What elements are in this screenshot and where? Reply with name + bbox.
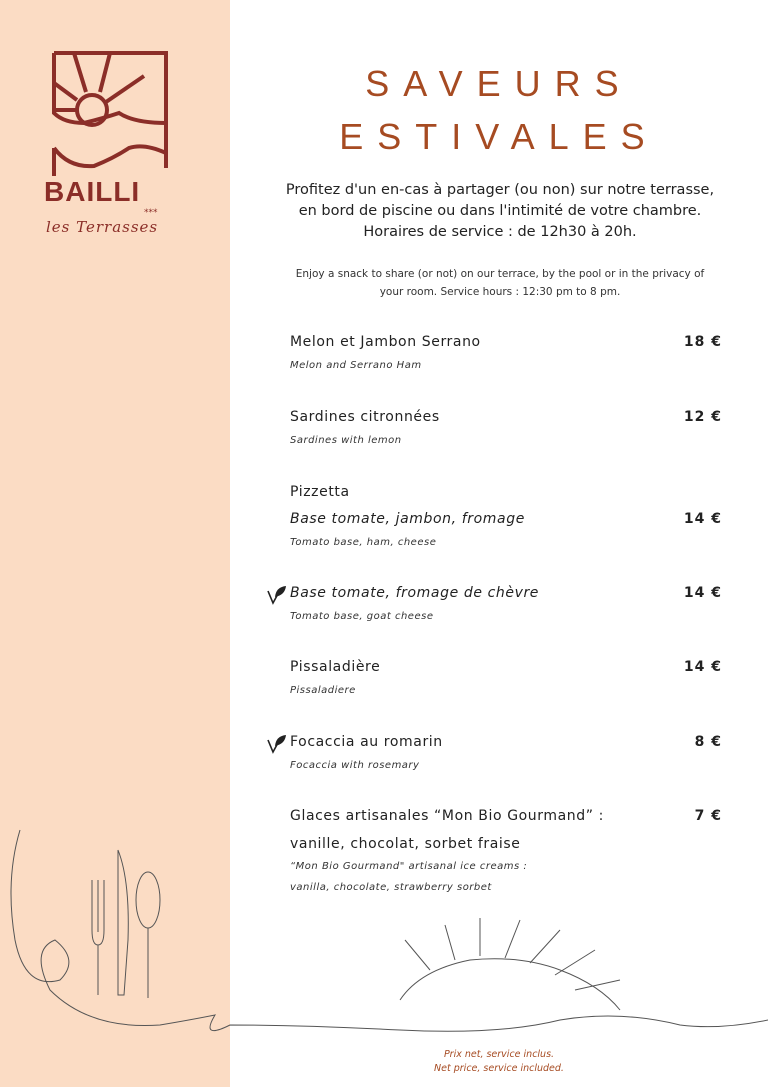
bailli-logo <box>44 48 174 243</box>
menu-item-price: 8 € <box>694 734 722 750</box>
vegetarian-leaf-icon <box>266 583 288 609</box>
menu-item-name: Glaces artisanales “Mon Bio Gourmand” : <box>290 808 604 824</box>
menu-item-price: 12 € <box>683 409 722 425</box>
menu-item-translation: Pissaladiere <box>290 685 356 696</box>
menu-item-translation: Focaccia with rosemary <box>290 760 420 771</box>
menu-item-name: Base tomate, jambon, fromage <box>290 511 525 527</box>
cutlery-sun-line-drawing <box>0 820 768 1040</box>
intro-en-line: your room. Service hours : 12:30 pm to 8 pm. <box>379 286 621 298</box>
menu-item-name: Pissaladière <box>290 659 381 675</box>
menu-item-price: 14 € <box>683 511 722 527</box>
footer-fr: Prix net, service inclus. <box>443 1049 555 1060</box>
intro-fr <box>250 180 750 243</box>
footer-en: Net price, service included. <box>434 1063 564 1074</box>
vegetarian-leaf-icon <box>266 732 288 758</box>
footer <box>230 1048 768 1076</box>
title-line1: SAVEURS <box>365 63 633 104</box>
menu-item-price: 18 € <box>683 334 722 350</box>
title-line2: ESTIVALES <box>339 116 659 157</box>
menu-item-translation-line2: vanilla, chocolate, strawberry sorbet <box>290 882 492 893</box>
menu-item-heading: Pizzetta <box>290 484 350 500</box>
logo-subtitle: les Terrasses <box>46 218 159 236</box>
menu-item-translation: “Mon Bio Gourmand" artisanal ice creams : <box>290 861 528 872</box>
intro-fr-line: en bord de piscine ou dans l'intimité de votre chambre. <box>298 203 702 219</box>
menu-item-name: Melon et Jambon Serrano <box>290 334 481 350</box>
intro-fr-line: Profitez d'un en-cas à partager (ou non) sur notre terrasse, <box>285 182 715 198</box>
menu-item-price: 7 € <box>694 808 722 824</box>
menu-item-translation: Melon and Serrano Ham <box>290 360 422 371</box>
menu-item-price: 14 € <box>683 585 722 601</box>
intro-en <box>270 265 730 301</box>
menu-item-translation: Tomato base, goat cheese <box>290 611 434 622</box>
menu-item-price: 14 € <box>683 659 722 675</box>
menu-item-name-line2: vanille, chocolat, sorbet fraise <box>290 836 521 852</box>
menu-item-name: Sardines citronnées <box>290 409 440 425</box>
menu-item-translation: Sardines with lemon <box>290 435 402 446</box>
logo-stars: *** <box>144 208 158 218</box>
intro-fr-line: Horaires de service : de 12h30 à 20h. <box>363 224 637 240</box>
menu-item-name: Base tomate, fromage de chèvre <box>290 585 540 601</box>
logo-brand: BAILLI <box>44 176 141 207</box>
intro-en-line: Enjoy a snack to share (or not) on our terrace, by the pool or in the privacy of <box>295 268 705 280</box>
menu-item-translation: Tomato base, ham, cheese <box>290 537 437 548</box>
menu-item-name: Focaccia au romarin <box>290 734 443 750</box>
